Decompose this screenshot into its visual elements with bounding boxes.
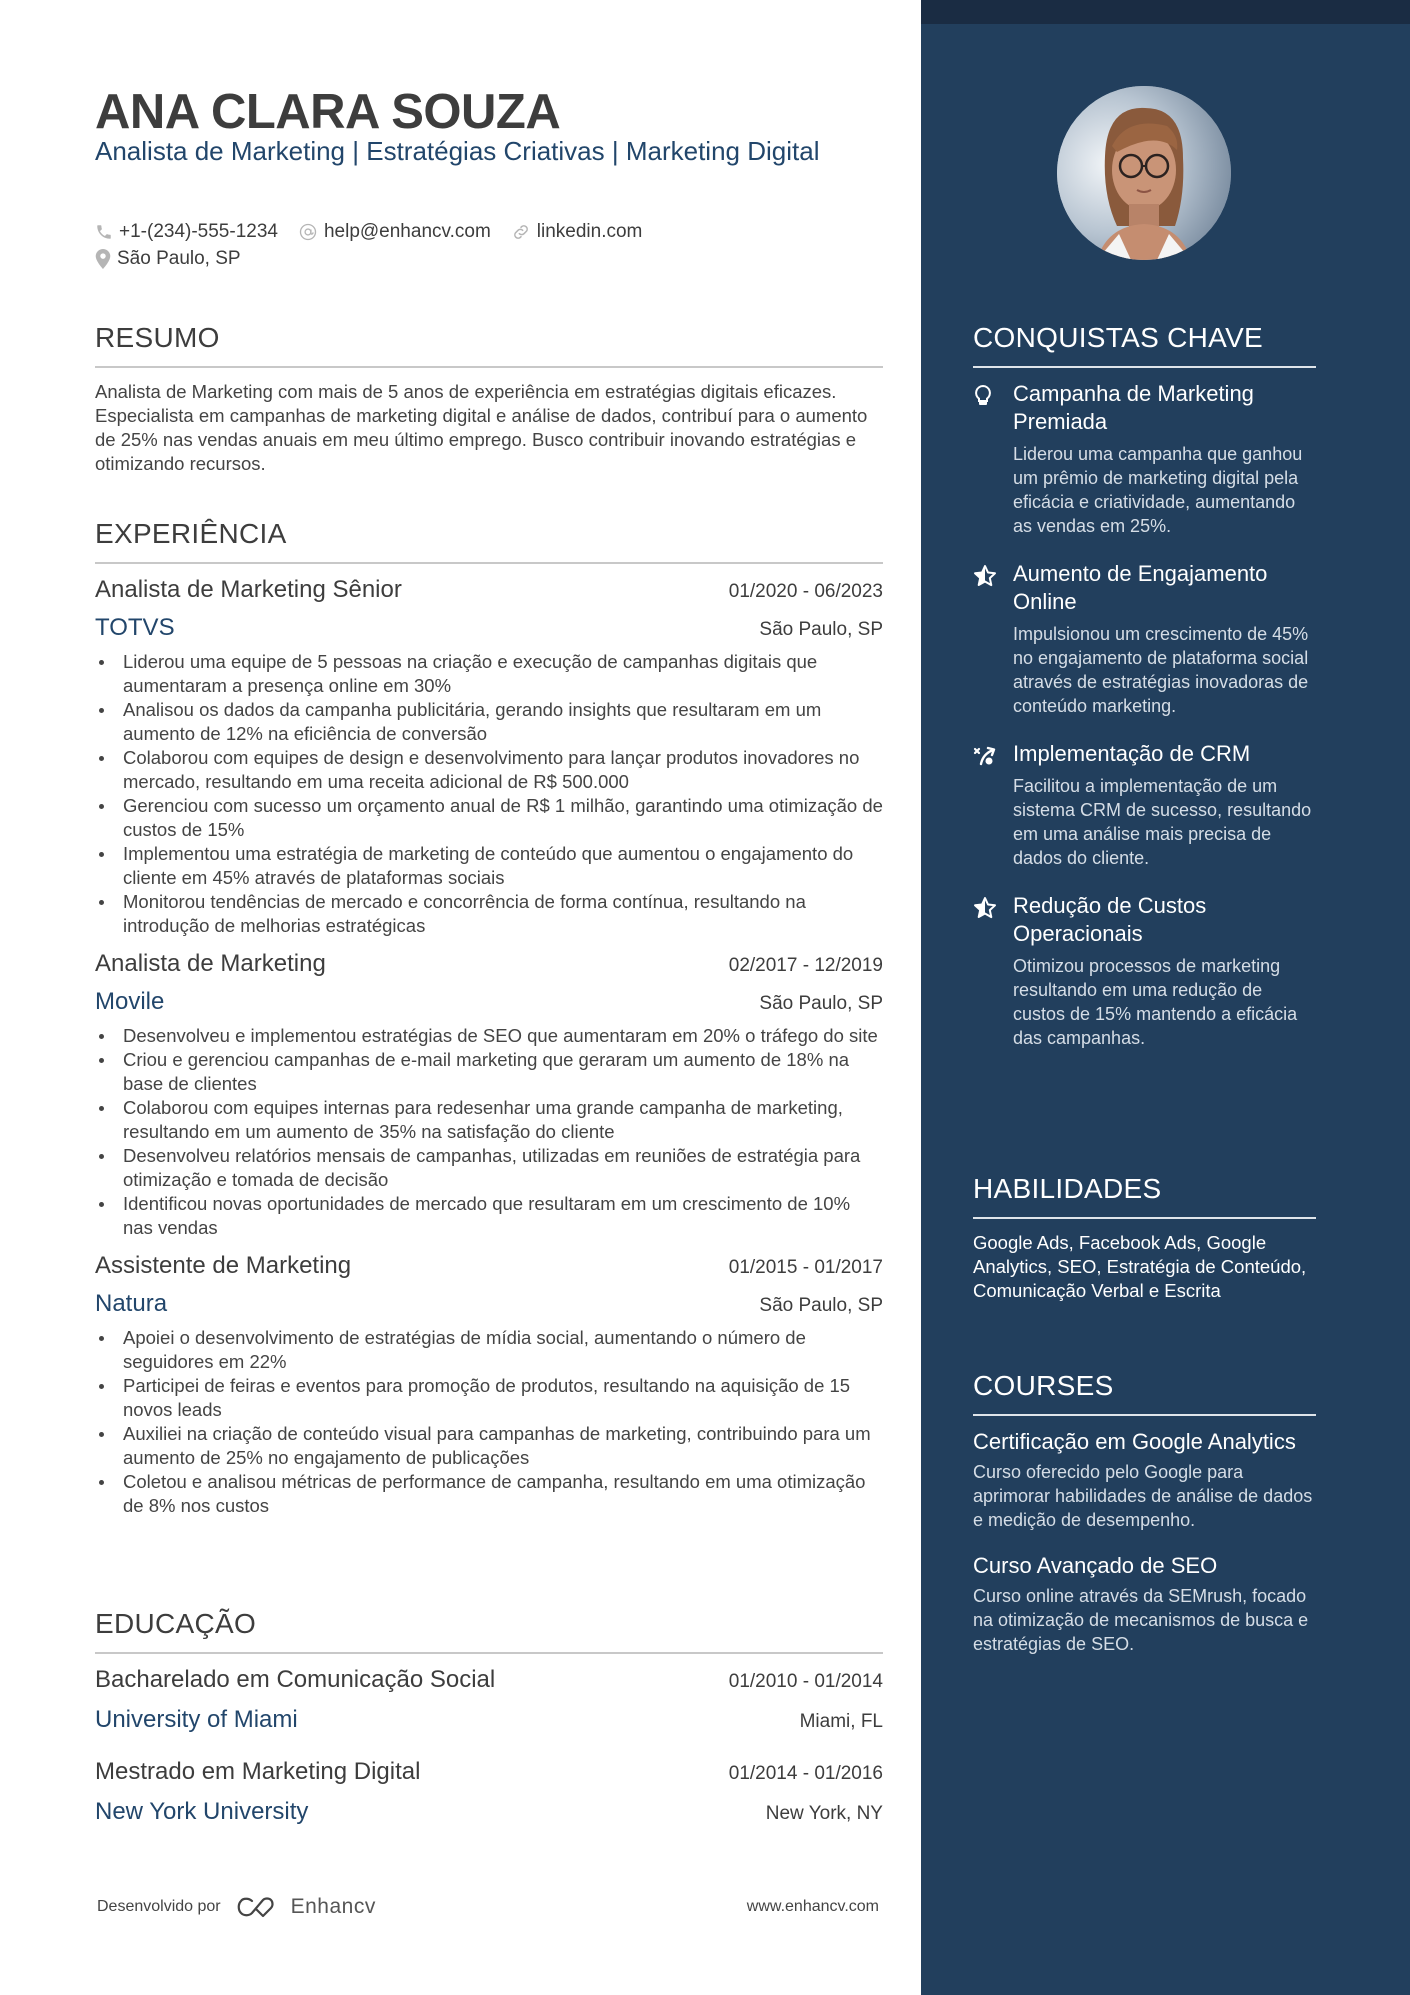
experience-section [95,518,883,1518]
summary-heading: RESUMO [95,322,883,368]
job-bullet: Liderou uma equipe de 5 pessoas na criação e execução de campanhas digitais que aumentaram a presença online em 30% [95,650,883,698]
strategy-icon [973,744,997,768]
phone-icon [95,223,113,241]
star-icon [973,564,997,588]
achievement-title: Campanha de Marketing Premiada [1013,381,1254,434]
job-bullet: Participei de feiras e eventos para promoção de produtos, resultando na aquisição de 15 novos leads [95,1374,883,1422]
job-title: Analista de Marketing Sênior [95,576,402,603]
job-bullet: Coletou e analisou métricas de performance de campanha, resultando em uma otimização de 8% nos custos [95,1470,883,1518]
achievements-section [973,322,1316,1050]
brand-name: Enhancv [290,1895,376,1918]
job-bullet: Gerenciou com sucesso um orçamento anual de R$ 1 milhão, garantindo uma otimização de custos de 15% [95,794,883,842]
job-location: São Paulo, SP [759,993,883,1014]
at-sign-icon [298,222,318,242]
job-bullets [95,1024,883,1240]
sidebar [921,0,1410,1995]
course-item [973,1552,1316,1656]
education-entry [95,1666,883,1746]
job-bullet: Apoiei o desenvolvimento de estratégias de mídia social, aumentando o número de seguidores em 22% [95,1326,883,1374]
experience-heading: EXPERIÊNCIA [95,518,883,564]
job-bullet: Desenvolveu relatórios mensais de campanhas, utilizadas em reuniões de estratégia para otimização e tomada de decisão [95,1144,883,1192]
job-entry [95,1252,883,1518]
phone-number: +1-(234)-555-1234 [119,220,278,242]
job-entry [95,950,883,1240]
course-title: Certificação em Google Analytics [973,1429,1296,1454]
contact-info [95,218,885,272]
course-item [973,1428,1316,1532]
degree-title: Bacharelado em Comunicação Social [95,1666,496,1693]
education-heading: EDUCAÇÃO [95,1608,883,1654]
school-location: New York, NY [765,1803,883,1824]
achievement-title: Aumento de Engajamento Online [1013,561,1268,614]
link-icon [511,222,531,242]
course-description: Curso oferecido pelo Google para aprimorar habilidades de análise de dados e medição de desempenho. [973,1462,1313,1530]
job-dates: 01/2015 - 01/2017 [728,1257,883,1278]
contact-phone [95,221,278,243]
job-title: Assistente de Marketing [95,1252,352,1279]
skills-list: Google Ads, Facebook Ads, Google Analytics, SEO, Estratégia de Conteúdo, Comunicação Verbal e Escrita [973,1232,1307,1301]
job-bullet: Implementou uma estratégia de marketing de conteúdo que aumentou o engajamento do cliente em 45% através de plataformas sociais [95,842,883,890]
skills-section [973,1173,1316,1303]
job-location: São Paulo, SP [759,619,883,640]
job-entry [95,576,883,938]
contact-linkedin[interactable] [511,221,643,243]
page-footer [97,1895,879,1919]
contact-email[interactable] [298,221,491,243]
powered-by-label: Desenvolvido por [97,1898,221,1915]
achievement-description: Liderou uma campanha que ganhou um prêmio de marketing digital pela eficácia e criatividade, aumentando as vendas em 25%. [1013,444,1303,536]
courses-heading: COURSES [973,1370,1316,1416]
achievement-item [973,380,1316,538]
location-text: São Paulo, SP [117,247,241,269]
candidate-name: ANA CLARA SOUZA [95,85,561,139]
job-bullet: Monitorou tendências de mercado e concorrência de forma contínua, resultando na introdução de melhorias estratégicas [95,890,883,938]
summary-section [95,322,883,476]
achievement-description: Facilitou a implementação de um sistema CRM de sucesso, resultando em uma análise mais precisa de dados do cliente. [1013,776,1312,868]
linkedin-url[interactable]: linkedin.com [536,220,643,242]
job-bullet: Desenvolveu e implementou estratégias de SEO que aumentaram em 20% o tráfego do site [95,1024,883,1048]
star-icon [973,896,997,920]
company-name: Movile [95,988,165,1015]
job-bullet: Analisou os dados da campanha publicitária, gerando insights que resultaram em um aumento de 12% na eficiência de conversão [95,698,883,746]
job-bullet: Identificou novas oportunidades de mercado que resultaram em um crescimento de 10% nas vendas [95,1192,883,1240]
profile-photo [1057,86,1231,260]
education-entry [95,1758,883,1838]
school-name: New York University [95,1798,309,1825]
job-bullets [95,1326,883,1518]
summary-text: Analista de Marketing com mais de 5 anos de experiência em estratégias digitais eficazes. Especialista em campanhas de marketing digital e análise de dados, contribuí para o aumento de 25% nas vendas anuais em meu último emprego. Busco contribuir inovando estratégias e otimizando recursos. [95,381,868,474]
education-dates: 01/2010 - 01/2014 [728,1671,883,1692]
achievement-title: Implementação de CRM [1013,741,1251,766]
job-location: São Paulo, SP [759,1295,883,1316]
company-name: Natura [95,1290,168,1317]
powered-by [97,1895,376,1919]
school-name: University of Miami [95,1706,298,1733]
job-title: Analista de Marketing [95,950,326,977]
courses-section [973,1370,1316,1656]
sidebar-top-bar [921,0,1410,24]
contact-location [95,248,241,270]
skills-heading: HABILIDADES [973,1173,1316,1219]
enhancv-logo-icon [233,1895,279,1919]
job-bullet: Auxiliei na criação de conteúdo visual para campanhas de marketing, contribuindo para um aumento de 25% no engajamento de publicações [95,1422,883,1470]
lightbulb-icon [973,384,993,408]
achievement-description: Otimizou processos de marketing resultando em uma redução de custos de 15% mantendo a eficácia das campanhas. [1013,956,1298,1048]
achievement-item [973,740,1316,870]
website-link[interactable]: www.enhancv.com [746,1898,879,1915]
achievement-item [973,560,1316,718]
job-bullet: Colaborou com equipes internas para redesenhar uma grande campanha de marketing, resultando em um aumento de 35% na satisfação do cliente [95,1096,883,1144]
achievement-item [973,892,1316,1050]
company-name: TOTVS [95,614,175,641]
school-location: Miami, FL [799,1711,883,1732]
location-pin-icon [95,249,111,269]
job-dates: 01/2020 - 06/2023 [728,581,883,602]
degree-title: Mestrado em Marketing Digital [95,1758,421,1785]
course-title: Curso Avançado de SEO [973,1553,1218,1578]
achievements-heading: CONQUISTAS CHAVE [973,322,1316,368]
education-section [95,1608,883,1838]
job-dates: 02/2017 - 12/2019 [728,955,883,976]
achievement-description: Impulsionou um crescimento de 45% no engajamento de plataforma social através de estratégias inovadoras de conteúdo marketing. [1013,624,1309,716]
candidate-headline: Analista de Marketing | Estratégias Criativas | Marketing Digital [95,136,820,166]
education-dates: 01/2014 - 01/2016 [728,1763,883,1784]
avatar [1057,86,1231,260]
job-bullet: Criou e gerenciou campanhas de e-mail marketing que geraram um aumento de 18% na base de clientes [95,1048,883,1096]
email-address[interactable]: help@enhancv.com [323,220,491,242]
achievement-title: Redução de Custos Operacionais [1013,893,1207,946]
course-description: Curso online através da SEMrush, focado na otimização de mecanismos de busca e estratégias de SEO. [973,1586,1309,1654]
job-bullets [95,650,883,938]
job-bullet: Colaborou com equipes de design e desenvolvimento para lançar produtos inovadores no mercado, resultando em uma receita adicional de R$ 500.000 [95,746,883,794]
